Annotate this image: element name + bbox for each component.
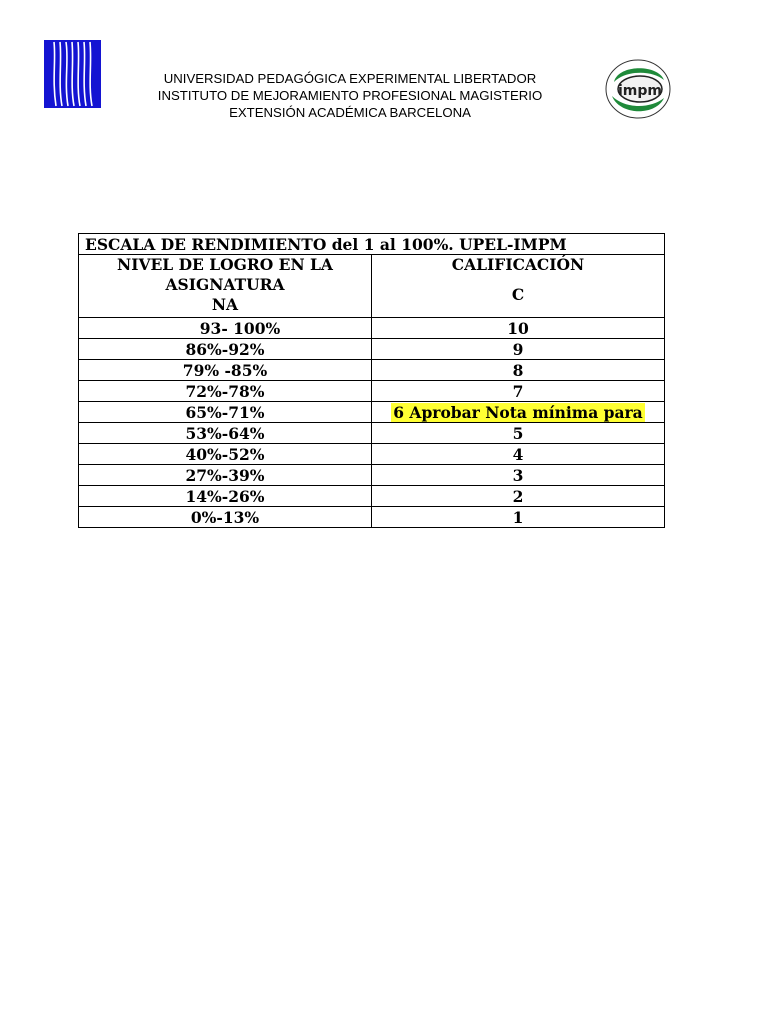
table-row xyxy=(79,381,665,402)
impm-logo xyxy=(604,58,672,120)
range-cell: 14%-26% xyxy=(79,486,372,507)
table-row xyxy=(79,339,665,360)
header-line-university: UNIVERSIDAD PEDAGÓGICA EXPERIMENTAL LIBERTADOR xyxy=(163,71,537,86)
range-cell: 72%-78% xyxy=(79,381,372,402)
table-row xyxy=(79,507,665,528)
grade-cell: 10 xyxy=(372,318,665,339)
column-header-na: NIVEL DE LOGRO EN LA ASIGNATURA NA xyxy=(79,255,372,318)
range-cell: 0%-13% xyxy=(79,507,372,528)
grade-cell: 9 xyxy=(372,339,665,360)
table-row xyxy=(79,486,665,507)
minimum-pass-highlight: 6 Aprobar Nota mínima para xyxy=(393,402,643,422)
range-cell: 65%-71% xyxy=(79,402,372,423)
range-cell: 53%-64% xyxy=(79,423,372,444)
range-cell: 40%-52% xyxy=(79,444,372,465)
upel-logo xyxy=(44,40,101,108)
table-row xyxy=(79,423,665,444)
range-cell: 79% -85% xyxy=(79,360,372,381)
grade-cell: 3 xyxy=(372,465,665,486)
header-line-extension: EXTENSIÓN ACADÉMICA BARCELONA xyxy=(229,105,471,120)
table-row xyxy=(79,444,665,465)
header-line-institute: INSTITUTO DE MEJORAMIENTO PROFESIONAL MAGISTERIO xyxy=(157,88,543,103)
table-row xyxy=(79,318,665,339)
column-header-c: CALIFICACIÓN C xyxy=(372,255,665,318)
grade-cell: 4 xyxy=(372,444,665,465)
grade-cell: 5 xyxy=(372,423,665,444)
impm-logo-text: impm xyxy=(618,83,662,99)
grade-cell: 8 xyxy=(372,360,665,381)
table-row xyxy=(79,360,665,381)
table-row xyxy=(79,402,665,423)
grade-cell: 1 xyxy=(372,507,665,528)
range-cell: 86%-92% xyxy=(79,339,372,360)
table-title: ESCALA DE RENDIMIENTO del 1 al 100%. UPEL-IMPM xyxy=(79,234,665,255)
grade-cell: 7 xyxy=(372,381,665,402)
range-cell: 27%-39% xyxy=(79,465,372,486)
grade-cell: 2 xyxy=(372,486,665,507)
institution-header xyxy=(145,70,555,121)
grade-cell-minimum-pass xyxy=(372,402,665,423)
table-row xyxy=(79,465,665,486)
range-cell: 93- 100% xyxy=(79,318,372,339)
table-header-row xyxy=(79,255,665,318)
grading-scale-table xyxy=(78,233,665,528)
